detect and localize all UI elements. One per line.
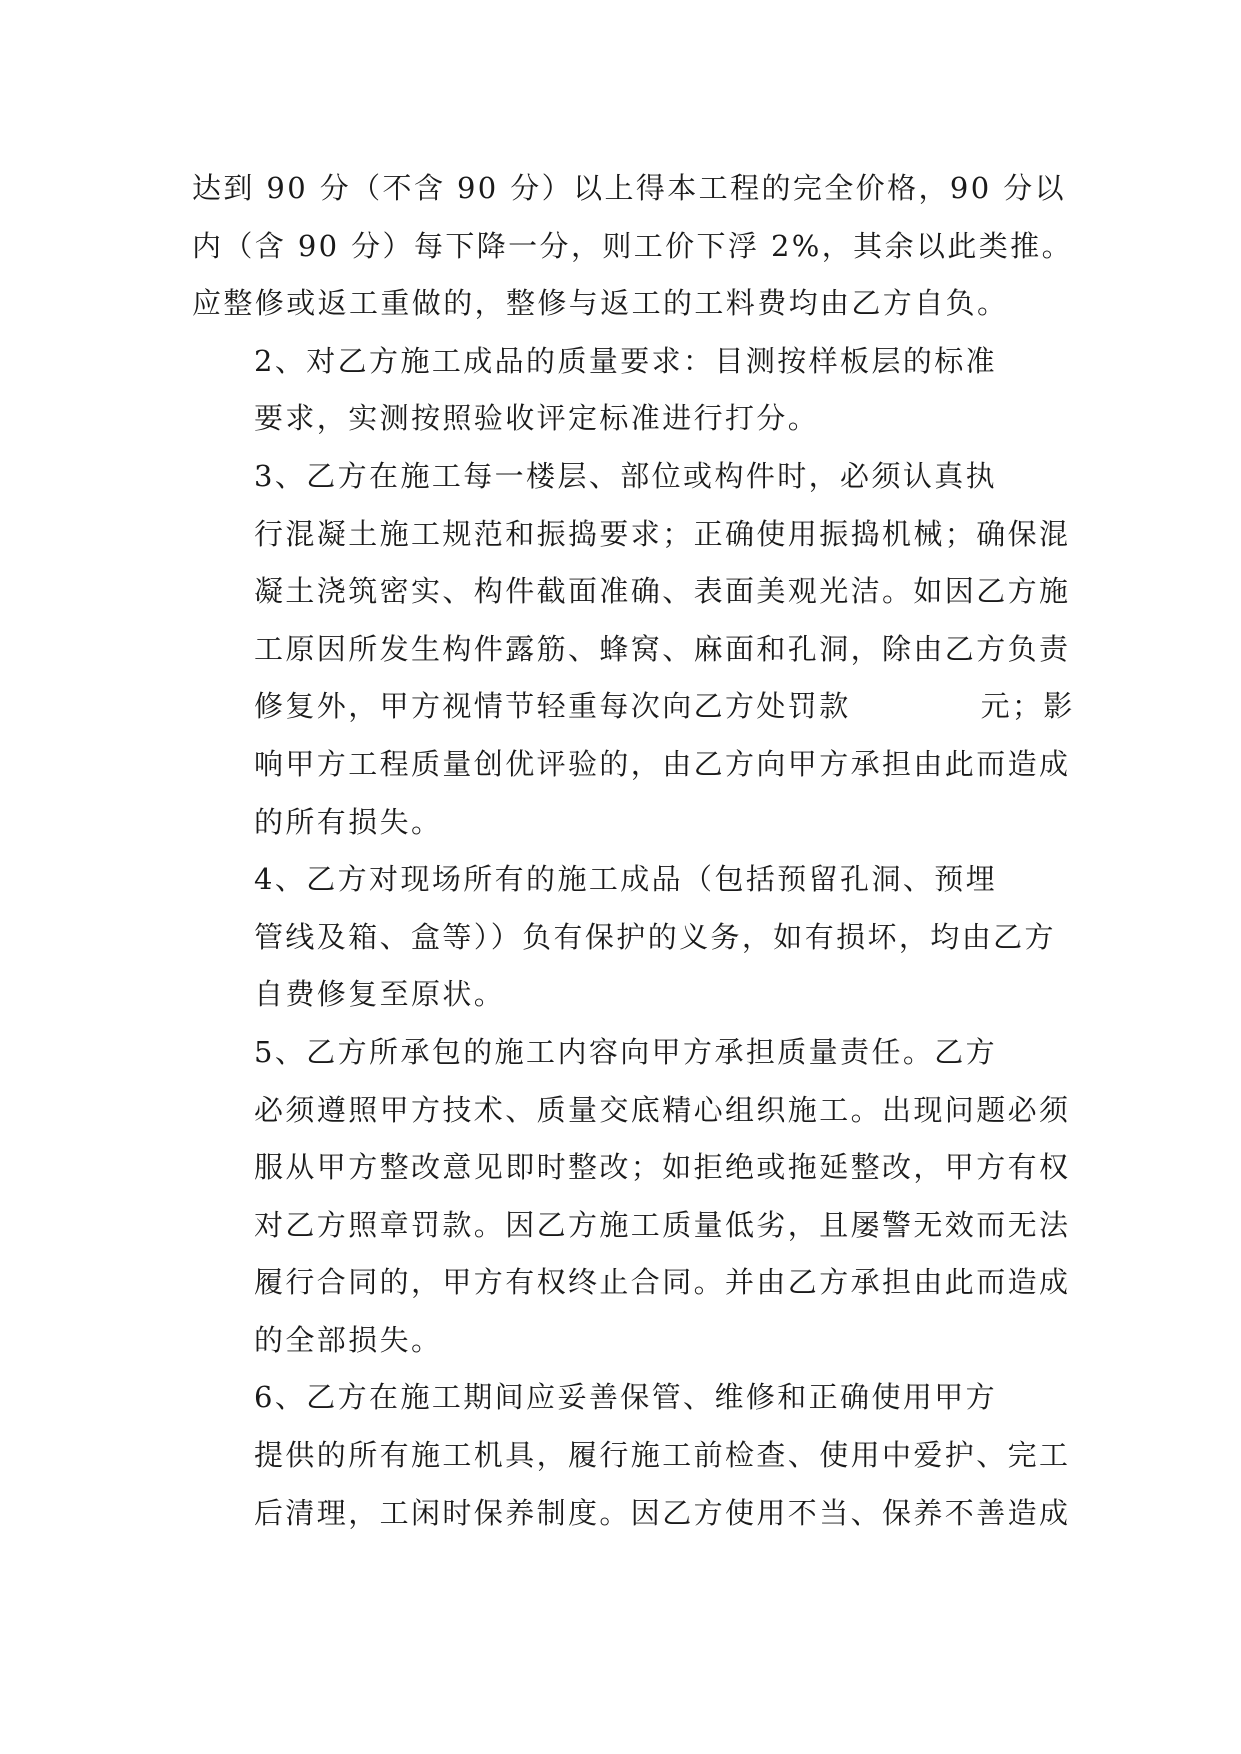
text-line: 行混凝土施工规范和振捣要求；正确使用振捣机械；确保混	[254, 516, 1071, 551]
text-line: 4、乙方对现场所有的施工成品（包括预留孔洞、预埋	[254, 862, 998, 897]
text-line: 内（含 90 分）每下降一分，则工价下浮 2%，其余以此类推。	[192, 228, 1073, 263]
text-line: 提供的所有施工机具，履行施工前检查、使用中爱护、完工	[254, 1438, 1071, 1473]
text-line: 3、乙方在施工每一楼层、部位或构件时，必须认真执	[254, 458, 998, 493]
text-line: 的全部损失。	[254, 1322, 443, 1357]
text-line: 应整修或返工重做的，整修与返工的工料费均由乙方自负。	[192, 286, 1009, 321]
text-line: 管线及箱、盒等））负有保护的义务，如有损坏，均由乙方	[254, 919, 1056, 954]
paragraph-item-3	[192, 448, 1075, 851]
text-line: 要求，实测按照验收评定标准进行打分。	[254, 401, 820, 436]
text-segment: 元；影	[980, 689, 1075, 724]
text-segment: 修复外，甲方视情节轻重每次向乙方处罚款	[254, 689, 851, 724]
text-line: 必须遵照甲方技术、质量交底精心组织施工。出现问题必须	[254, 1092, 1071, 1127]
text-line: 达到 90 分（不含 90 分）以上得本工程的完全价格，90 分以	[192, 171, 1066, 205]
body-text	[192, 160, 1075, 1542]
text-line: 凝土浇筑密实、构件截面准确、表面美观光洁。如因乙方施	[254, 574, 1071, 609]
text-line: 2、对乙方施工成品的质量要求：目测按样板层的标准	[254, 343, 998, 378]
paragraph-item-2	[192, 333, 1072, 448]
text-line: 5、乙方所承包的施工内容向甲方承担质量责任。乙方	[254, 1034, 998, 1069]
text-line: 自费修复至原状。	[254, 977, 506, 1012]
paragraph-item-4	[192, 851, 1072, 1024]
text-line: 对乙方照章罚款。因乙方施工质量低劣，且屡警无效而无法	[254, 1207, 1071, 1242]
text-line: 后清理，工闲时保养制度。因乙方使用不当、保养不善造成	[254, 1495, 1071, 1530]
text-line: 6、乙方在施工期间应妥善保管、维修和正确使用甲方	[254, 1380, 998, 1415]
paragraph-scoring	[192, 160, 1072, 333]
text-line: 服从甲方整改意见即时整改；如拒绝或拖延整改，甲方有权	[254, 1150, 1071, 1185]
text-line: 的所有损失。	[254, 804, 443, 839]
text-line: 履行合同的，甲方有权终止合同。并由乙方承担由此而造成	[254, 1265, 1071, 1300]
text-line: 工原因所发生构件露筋、蜂窝、麻面和孔洞，除由乙方负责	[254, 631, 1071, 666]
paragraph-item-6	[192, 1369, 1072, 1542]
paragraph-item-5	[192, 1024, 1072, 1370]
text-line: 响甲方工程质量创优评验的，由乙方向甲方承担由此而造成	[254, 746, 1071, 781]
text-line-with-blank	[192, 678, 1075, 736]
